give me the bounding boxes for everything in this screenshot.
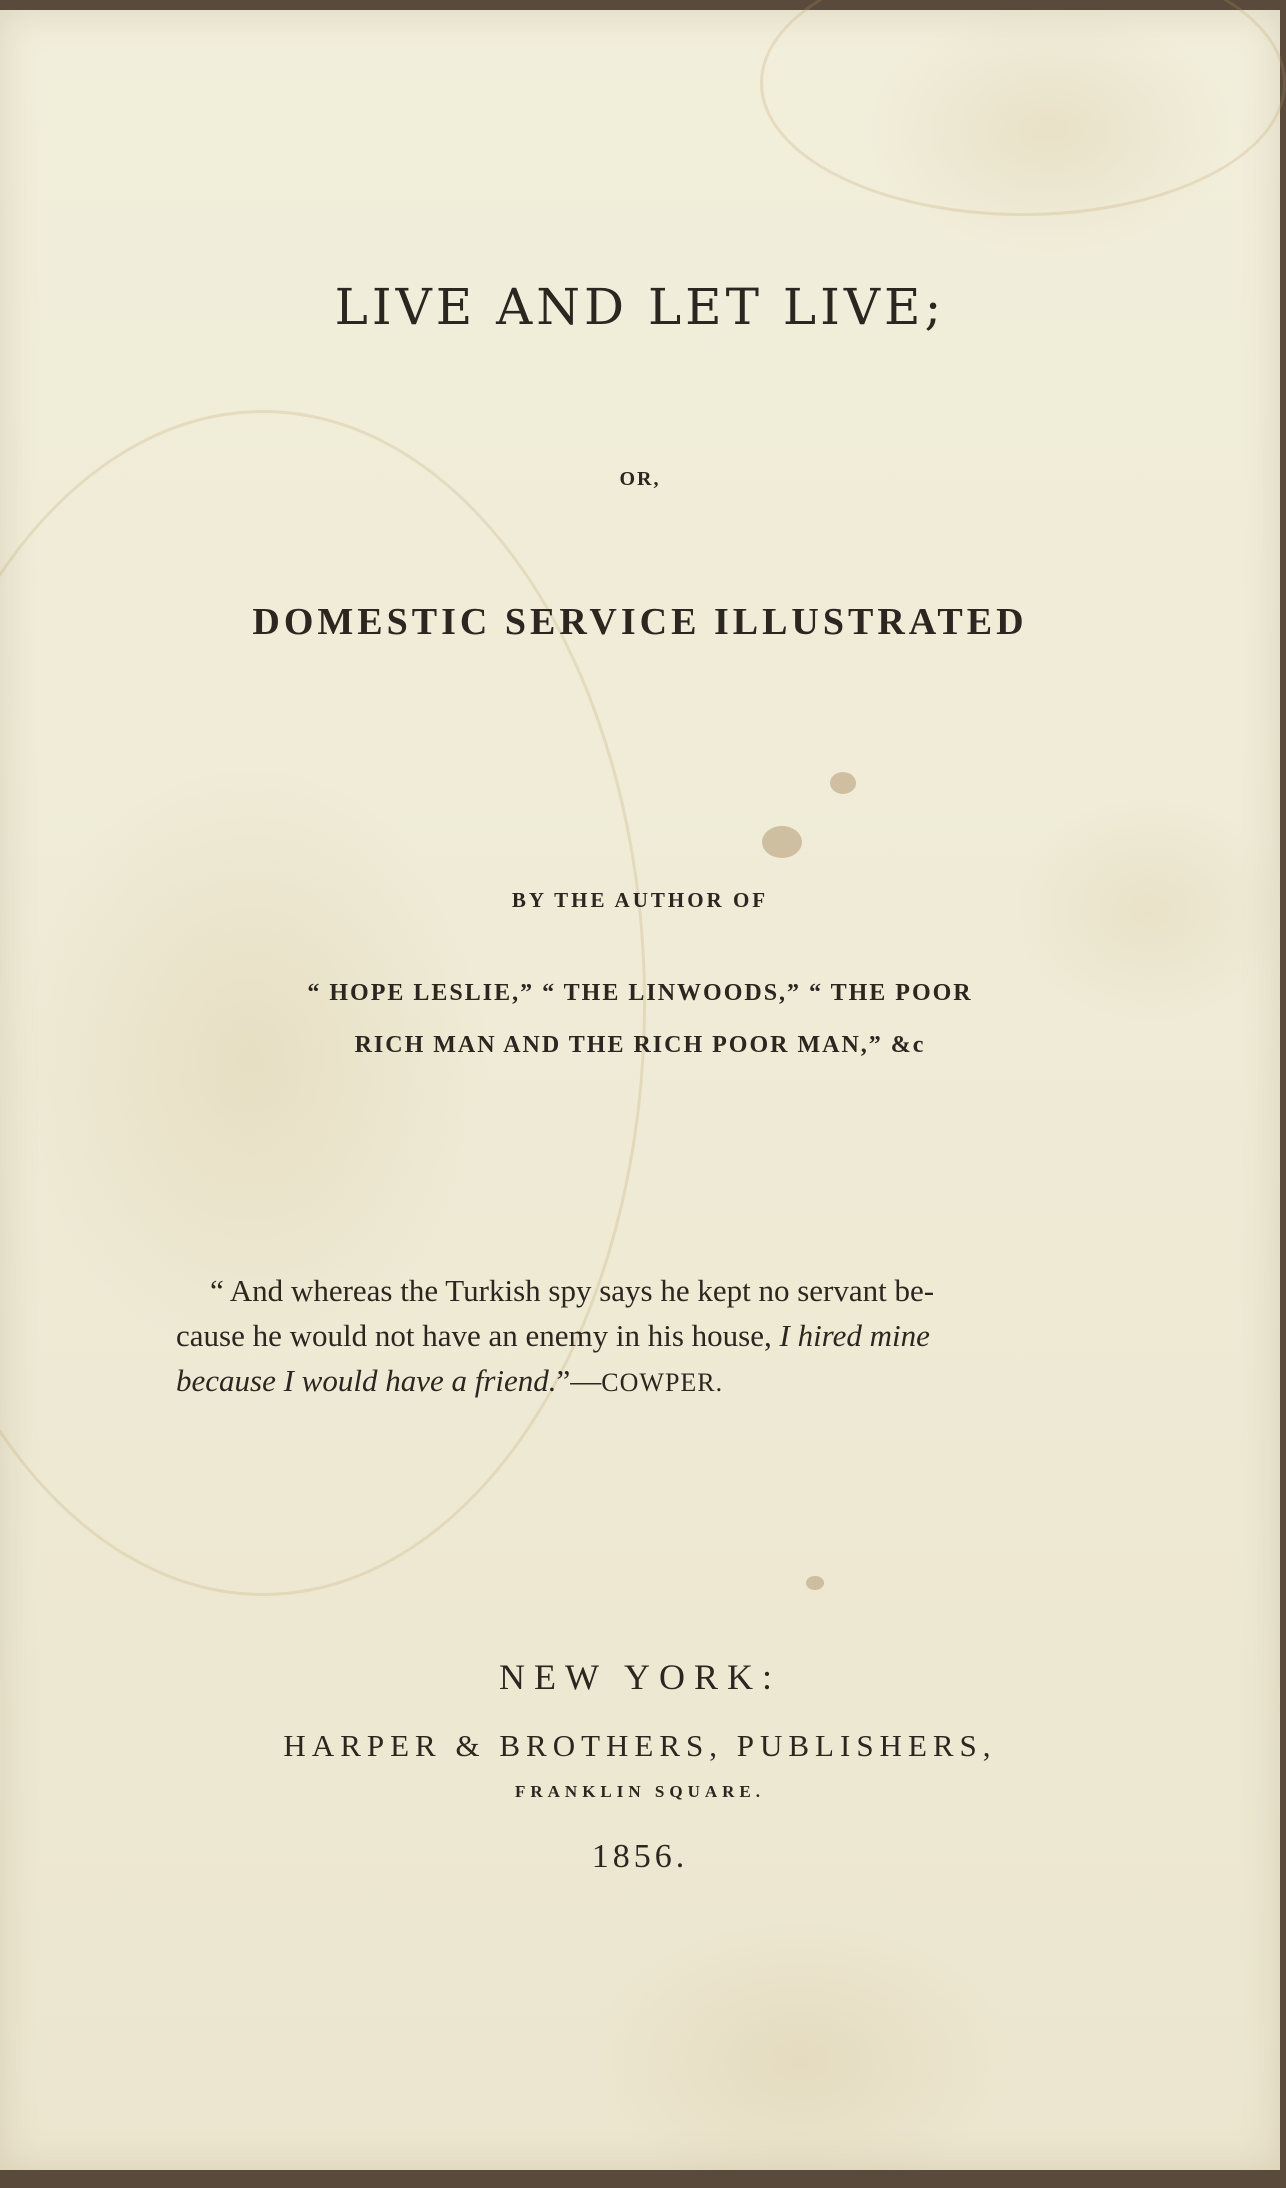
other-works-line-1: “ HOPE LESLIE,” “ THE LINWOODS,” “ THE POOR (307, 980, 973, 1006)
epigraph-line-2 (176, 1313, 1156, 1358)
imprint-year: 1856. (591, 1838, 689, 1875)
epigraph-line-2-roman: cause he would not have an enemy in his house, (176, 1318, 780, 1353)
epigraph-line-3-italic: because I would have a friend. (176, 1363, 557, 1398)
water-stain (760, 0, 1286, 216)
imprint-address: FRANKLIN SQUARE. (514, 1782, 766, 1801)
title-conjunction: OR, (619, 468, 661, 490)
imprint-city: NEW YORK: (499, 1657, 781, 1697)
epigraph-attribution: COWPER. (601, 1368, 724, 1397)
foxing-spot (830, 772, 856, 794)
book-subtitle: DOMESTIC SERVICE ILLUSTRATED (252, 601, 1028, 643)
foxing-spot (806, 1576, 824, 1590)
book-title: LIVE AND LET LIVE; (334, 278, 946, 336)
title-page (0, 10, 1280, 2170)
other-works-line-2: RICH MAN AND THE RICH POOR MAN,” &c (354, 1032, 926, 1058)
foxing-spot (762, 826, 802, 858)
epigraph-line-2-italic: I hired mine (779, 1318, 930, 1353)
imprint-publisher: HARPER & BROTHERS, PUBLISHERS, (283, 1728, 997, 1763)
author-byline: BY THE AUTHOR OF (511, 888, 769, 912)
epigraph-line-1: “ And whereas the Turkish spy says he kept no servant be- (210, 1273, 935, 1308)
epigraph-line-3 (176, 1358, 1156, 1405)
epigraph-line-3-roman: ”— (556, 1363, 602, 1398)
